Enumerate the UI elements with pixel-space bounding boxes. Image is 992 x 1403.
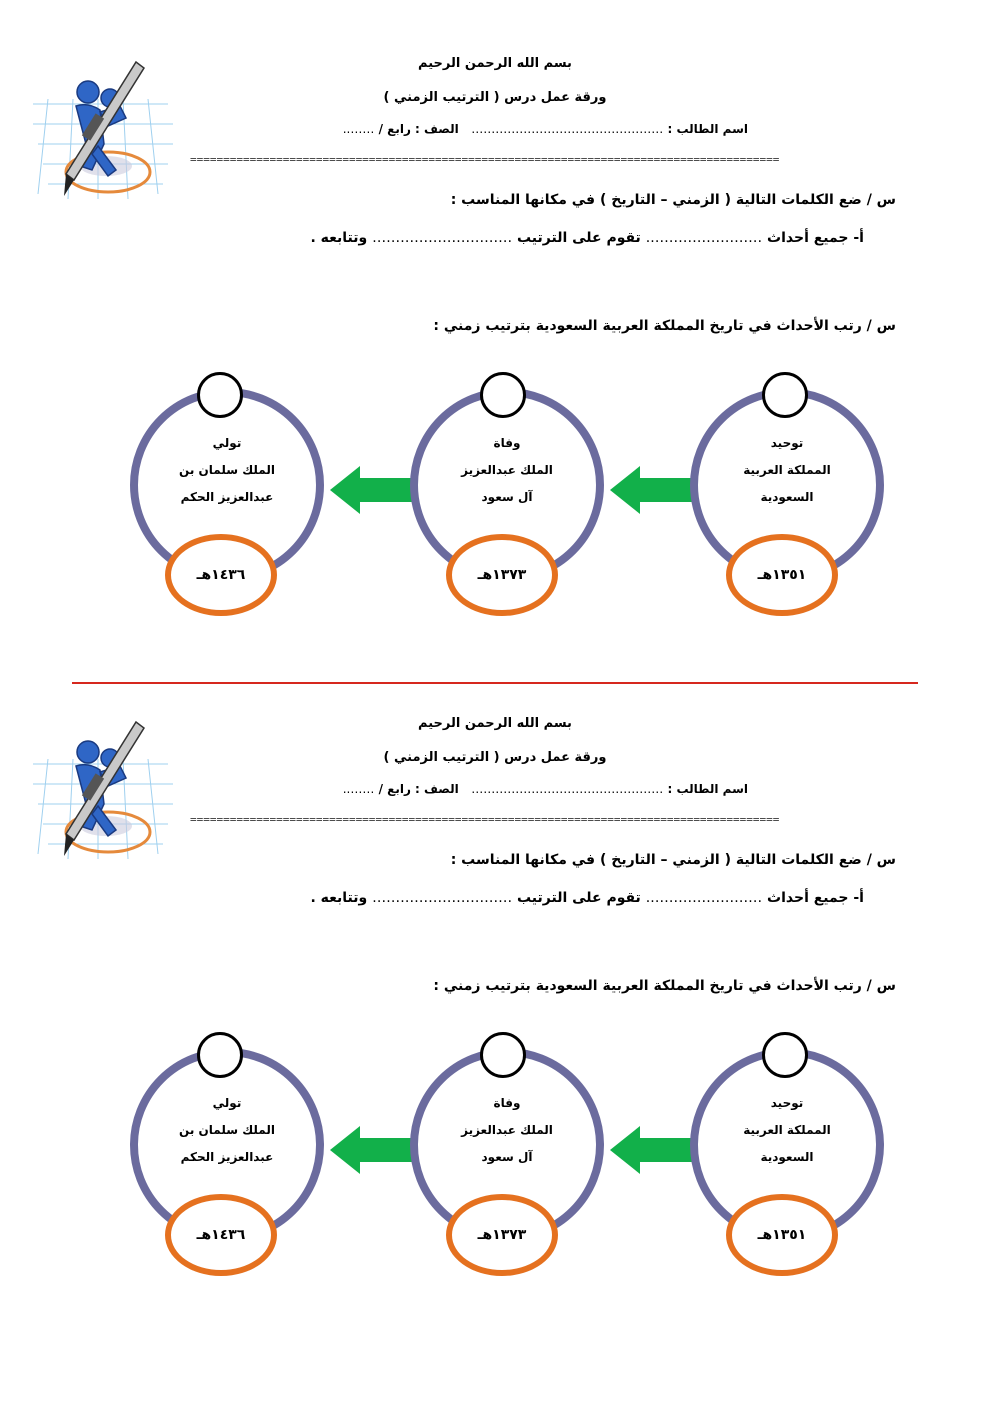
fill-in-sentence: [310, 230, 864, 246]
sentence-part-3: وتتابعه .: [310, 890, 368, 906]
person-with-pen-icon: [28, 54, 178, 204]
sentence-part-1: أ- جميع أحداث: [767, 230, 864, 246]
order-slot[interactable]: [197, 1032, 243, 1078]
student-name-label: اسم الطالب :: [667, 782, 748, 796]
class-field[interactable]: ……..: [342, 782, 375, 796]
worksheet-title: ورقة عمل درس ( الترتيب الزمني ): [383, 750, 607, 765]
timeline-diagram: [0, 360, 992, 630]
event-date: ١٤٣٦هـ: [165, 534, 277, 616]
student-info-row: [343, 122, 748, 136]
question-2: س / رتب الأحداث في تاريخ المملكة العربية السعودية بترتيب زمني :: [433, 318, 896, 334]
event-date: ١٣٧٣هـ: [446, 1194, 558, 1276]
worksheet-title: ورقة عمل درس ( الترتيب الزمني ): [383, 90, 607, 105]
worksheet-top: [0, 0, 992, 660]
order-slot[interactable]: [762, 372, 808, 418]
basmala: بسم الله الرحمن الرحيم: [418, 716, 572, 731]
basmala: بسم الله الرحمن الرحيم: [418, 56, 572, 71]
event-date: ١٣٧٣هـ: [446, 534, 558, 616]
separator-line: =========================================================================================: [190, 813, 780, 826]
sentence-part-2: تقوم على الترتيب: [516, 230, 641, 246]
class-label: الصف : رابع /: [378, 782, 459, 796]
worksheet-bottom: [0, 660, 992, 1320]
student-name-field[interactable]: …………………………………………: [471, 122, 664, 136]
event-date: ١٤٣٦هـ: [165, 1194, 277, 1276]
student-info-row: [343, 782, 748, 796]
sentence-part-2: تقوم على الترتيب: [516, 890, 641, 906]
event-label: توحيد المملكة العربية السعودية: [743, 436, 831, 504]
event-date: ١٣٥١هـ: [726, 534, 838, 616]
sentence-part-1: أ- جميع أحداث: [767, 890, 864, 906]
order-slot[interactable]: [480, 1032, 526, 1078]
blank-1[interactable]: …………………….: [645, 230, 763, 246]
sentence-part-3: وتتابعه .: [310, 230, 368, 246]
event-date: ١٣٥١هـ: [726, 1194, 838, 1276]
arrow-left-icon: [610, 464, 692, 516]
fill-in-sentence: [310, 890, 864, 906]
timeline-diagram: [0, 1020, 992, 1290]
event-label: وفاة الملك عبدالعزيز آل سعود: [461, 1096, 553, 1164]
student-name-label: اسم الطالب :: [667, 122, 748, 136]
person-with-pen-icon: [28, 714, 178, 864]
separator-line: =========================================================================================: [190, 153, 780, 166]
question-2: س / رتب الأحداث في تاريخ المملكة العربية السعودية بترتيب زمني :: [433, 978, 896, 994]
question-1: س / ضع الكلمات التالية ( الزمني – التاريخ ) في مكانها المناسب :: [450, 852, 896, 868]
arrow-left-icon: [330, 464, 412, 516]
blank-2[interactable]: …………………………: [372, 230, 513, 246]
order-slot[interactable]: [762, 1032, 808, 1078]
class-label: الصف : رابع /: [378, 122, 459, 136]
order-slot[interactable]: [197, 372, 243, 418]
event-label: تولي الملك سلمان بن عبدالعزيز الحكم: [179, 1096, 275, 1164]
event-label: تولي الملك سلمان بن عبدالعزيز الحكم: [179, 436, 275, 504]
arrow-left-icon: [610, 1124, 692, 1176]
blank-2[interactable]: …………………………: [372, 890, 513, 906]
question-1: س / ضع الكلمات التالية ( الزمني – التاريخ ) في مكانها المناسب :: [450, 192, 896, 208]
student-name-field[interactable]: …………………………………………: [471, 782, 664, 796]
class-field[interactable]: ……..: [342, 122, 375, 136]
event-label: وفاة الملك عبدالعزيز آل سعود: [461, 436, 553, 504]
blank-1[interactable]: …………………….: [645, 890, 763, 906]
order-slot[interactable]: [480, 372, 526, 418]
arrow-left-icon: [330, 1124, 412, 1176]
event-label: توحيد المملكة العربية السعودية: [743, 1096, 831, 1164]
